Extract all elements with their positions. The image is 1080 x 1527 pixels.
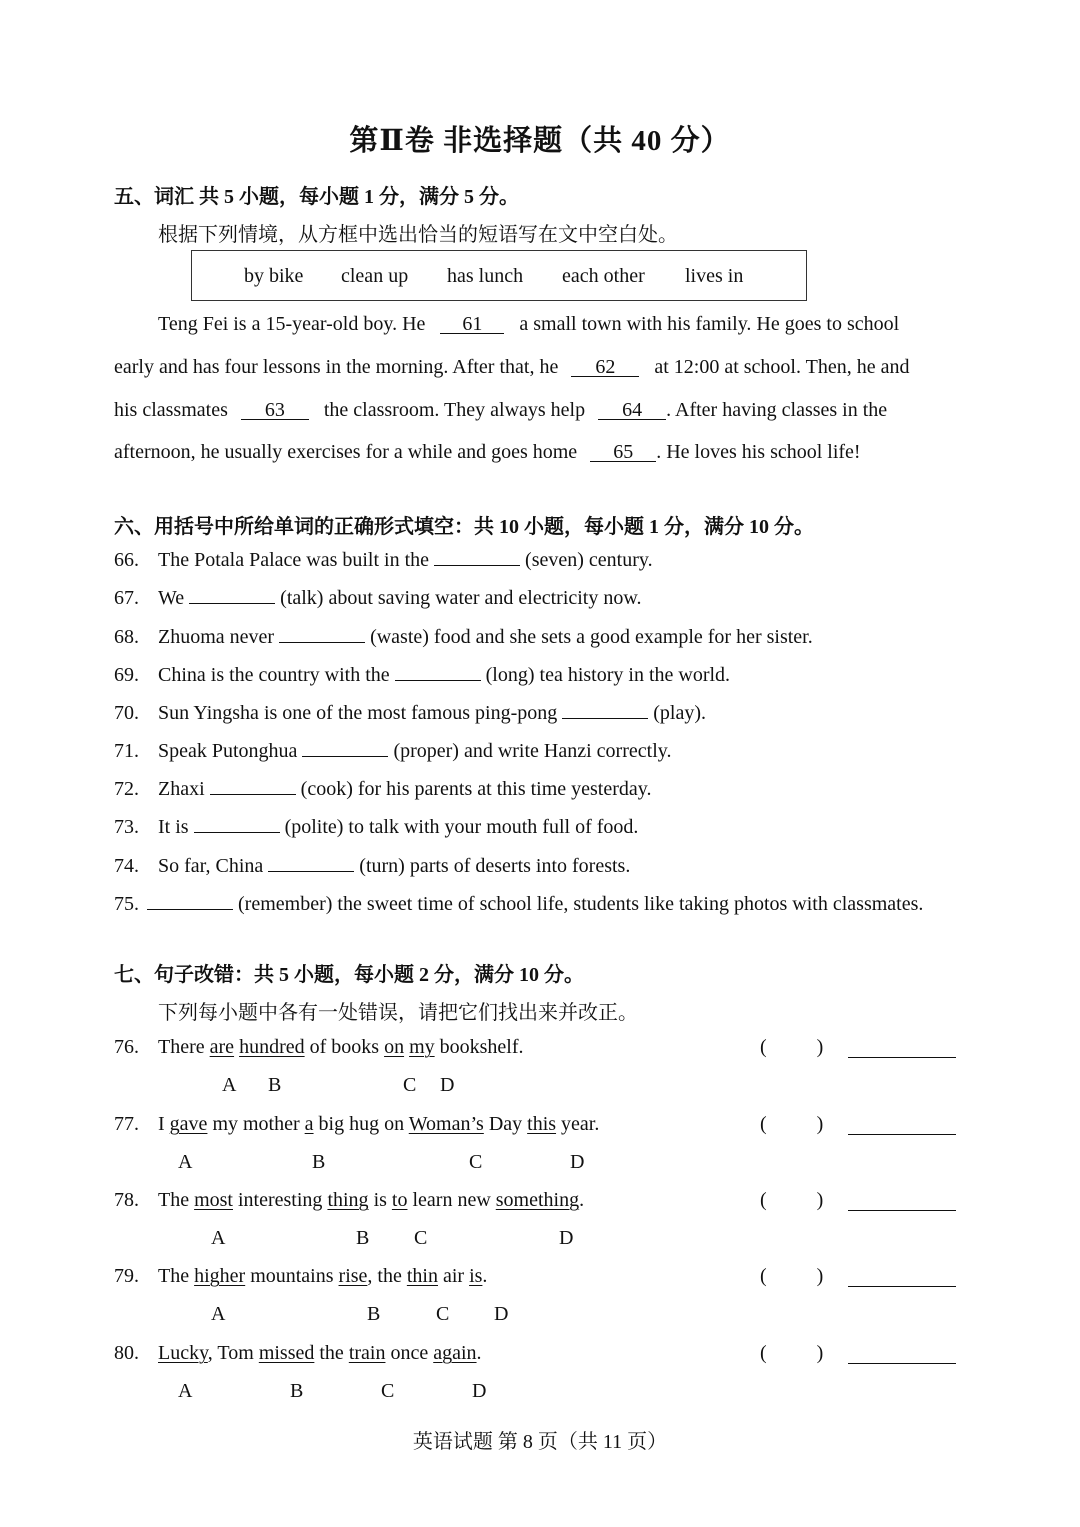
fill-question: 68. Zhuoma never (waste) food and she sets a good example for her sister. bbox=[114, 626, 813, 648]
error-question: 77. I gave my mother a big hug on Woman’s Day this year. bbox=[114, 1113, 600, 1135]
fill-question: 73. It is (polite) to talk with your mouth full of food. bbox=[114, 816, 639, 838]
correction-line[interactable] bbox=[848, 1362, 956, 1364]
answer-blank[interactable] bbox=[434, 551, 520, 566]
answer-blank[interactable] bbox=[147, 895, 233, 910]
page-footer: 英语试题 第 8 页（共 11 页） bbox=[412, 1431, 668, 1453]
option-letter: A bbox=[211, 1227, 226, 1249]
blank-63[interactable]: 63 bbox=[241, 401, 309, 420]
fill-question: 66. The Potala Palace was built in the (seven) century. bbox=[114, 549, 653, 571]
option-letter: B bbox=[367, 1303, 381, 1325]
underlined-option: missed bbox=[258, 1342, 315, 1364]
option-letter: D bbox=[494, 1303, 509, 1325]
answer-blank[interactable] bbox=[562, 704, 648, 719]
correction-line[interactable] bbox=[848, 1209, 956, 1211]
underlined-option: train bbox=[348, 1342, 386, 1364]
underlined-option: gave bbox=[169, 1113, 208, 1135]
underlined-option: thing bbox=[327, 1189, 369, 1211]
answer-choice-paren[interactable]: ( ) bbox=[760, 1113, 824, 1135]
underlined-option: on bbox=[384, 1036, 405, 1058]
error-question: 78. The most interesting thing is to learn new something. bbox=[114, 1189, 585, 1211]
underlined-option: higher bbox=[194, 1265, 246, 1287]
option-letter: B bbox=[312, 1151, 326, 1173]
underlined-option: most bbox=[194, 1189, 233, 1211]
passage-line: Teng Fei is a 15-year-old boy. He 61 a small town with his family. He goes to school bbox=[158, 313, 900, 335]
passage-line: early and has four lessons in the morning. After that, he 62 at 12:00 at school. Then, he and bbox=[114, 356, 910, 378]
answer-blank[interactable] bbox=[279, 628, 365, 643]
underlined-option: Woman’s bbox=[408, 1113, 484, 1135]
correction-line[interactable] bbox=[848, 1133, 956, 1135]
word-option: clean up bbox=[341, 265, 409, 287]
correction-line[interactable] bbox=[848, 1285, 956, 1287]
answer-blank[interactable] bbox=[194, 818, 280, 833]
answer-choice-paren[interactable]: ( ) bbox=[760, 1189, 824, 1211]
option-letter: C bbox=[436, 1303, 450, 1325]
answer-choice-paren[interactable]: ( ) bbox=[760, 1342, 824, 1364]
answer-blank[interactable] bbox=[268, 857, 354, 872]
option-letter: C bbox=[381, 1380, 395, 1402]
fill-question: 75. (remember) the sweet time of school life, students like taking photos with classmates. bbox=[114, 893, 924, 915]
blank-64[interactable]: 64 bbox=[598, 401, 666, 420]
section7-instruction: 下列每小题中各有一处错误，请把它们找出来并改正。 bbox=[158, 1002, 638, 1024]
word-option: has lunch bbox=[447, 265, 524, 287]
section5-heading: 五、词汇 共 5 小题，每小题 1 分，满分 5 分。 bbox=[114, 186, 519, 208]
underlined-option: thin bbox=[406, 1265, 438, 1287]
correction-line[interactable] bbox=[848, 1056, 956, 1058]
fill-question: 74. So far, China (turn) parts of deserts into forests. bbox=[114, 855, 631, 877]
option-letter: C bbox=[403, 1074, 417, 1096]
underlined-option: is bbox=[469, 1265, 483, 1287]
option-letter: C bbox=[469, 1151, 483, 1173]
section6-heading: 六、用括号中所给单词的正确形式填空：共 10 小题，每小题 1 分，满分 10 分。 bbox=[114, 516, 814, 538]
word-option: lives in bbox=[685, 265, 744, 287]
underlined-option: are bbox=[209, 1036, 235, 1058]
error-question: 80. Lucky, Tom missed the train once again. bbox=[114, 1342, 482, 1364]
option-letter: D bbox=[440, 1074, 455, 1096]
answer-blank[interactable] bbox=[395, 666, 481, 681]
section7-heading: 七、句子改错：共 5 小题，每小题 2 分，满分 10 分。 bbox=[114, 964, 584, 986]
word-box bbox=[191, 250, 807, 301]
fill-question: 67. We (talk) about saving water and electricity now. bbox=[114, 587, 642, 609]
fill-question: 69. China is the country with the (long) tea history in the world. bbox=[114, 664, 731, 686]
word-option: by bike bbox=[244, 265, 304, 287]
option-letter: A bbox=[222, 1074, 237, 1096]
underlined-option: again bbox=[433, 1342, 477, 1364]
fill-question: 71. Speak Putonghua (proper) and write Hanzi correctly. bbox=[114, 740, 672, 762]
page-title: 第Ⅱ卷 非选择题（共 40 分） bbox=[349, 125, 731, 157]
passage-line: afternoon, he usually exercises for a while and goes home 65 . He loves his school life! bbox=[114, 441, 861, 463]
option-letter: D bbox=[570, 1151, 585, 1173]
option-letter: D bbox=[559, 1227, 574, 1249]
option-letter: D bbox=[472, 1380, 487, 1402]
underlined-option: my bbox=[409, 1036, 435, 1058]
option-letter: B bbox=[268, 1074, 282, 1096]
underlined-option: Lucky bbox=[158, 1342, 208, 1364]
underlined-option: rise bbox=[338, 1265, 368, 1287]
word-option: each other bbox=[562, 265, 645, 287]
option-letter: B bbox=[290, 1380, 304, 1402]
underlined-option: to bbox=[391, 1189, 408, 1211]
blank-62[interactable]: 62 bbox=[571, 358, 639, 377]
option-letter: A bbox=[211, 1303, 226, 1325]
answer-blank[interactable] bbox=[189, 589, 275, 604]
underlined-option: hundred bbox=[239, 1036, 305, 1058]
answer-choice-paren[interactable]: ( ) bbox=[760, 1265, 824, 1287]
error-question: 79. The higher mountains rise, the thin air is. bbox=[114, 1265, 488, 1287]
answer-choice-paren[interactable]: ( ) bbox=[760, 1036, 824, 1058]
blank-61[interactable]: 61 bbox=[440, 315, 504, 334]
answer-blank[interactable] bbox=[210, 780, 296, 795]
fill-question: 72. Zhaxi (cook) for his parents at this time yesterday. bbox=[114, 778, 652, 800]
answer-blank[interactable] bbox=[302, 742, 388, 757]
option-letter: C bbox=[414, 1227, 428, 1249]
underlined-option: a bbox=[304, 1113, 314, 1135]
fill-question: 70. Sun Yingsha is one of the most famous ping-pong (play). bbox=[114, 702, 707, 724]
underlined-option: this bbox=[527, 1113, 557, 1135]
passage-line: his classmates 63 the classroom. They always help 64 . After having classes in the bbox=[114, 399, 888, 421]
option-letter: A bbox=[178, 1380, 193, 1402]
section5-instruction: 根据下列情境，从方框中选出恰当的短语写在文中空白处。 bbox=[158, 224, 678, 246]
blank-65[interactable]: 65 bbox=[590, 443, 656, 462]
option-letter: A bbox=[178, 1151, 193, 1173]
underlined-option: something bbox=[495, 1189, 580, 1211]
error-question: 76. There are hundred of books on my bookshelf. bbox=[114, 1036, 524, 1058]
option-letter: B bbox=[356, 1227, 370, 1249]
